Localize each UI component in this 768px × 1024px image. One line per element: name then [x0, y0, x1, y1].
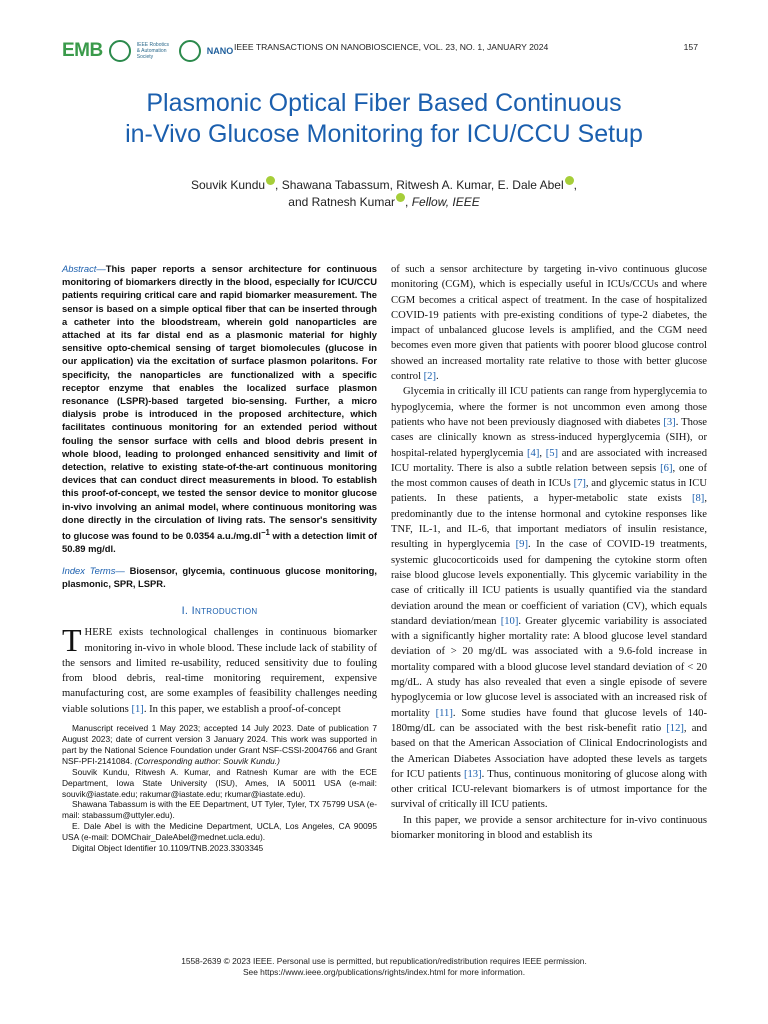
title-line-1: Plasmonic Optical Fiber Based Continuous	[146, 89, 622, 117]
author-list: Souvik Kundu , Shawana Tabassum, Ritwesh A. Kumar, E. Dale Abel , and Ratnesh Kumar , Fellow, IEEE	[190, 178, 577, 209]
nano-logo-text: NANO	[206, 46, 234, 56]
footnote-affiliation: E. Dale Abel is with the Medicine Department, UCLA, Los Angeles, CA 90095 USA (e-mail: DOMChair_DaleAbel@mednet.ucla.edu).	[62, 821, 377, 843]
citation-link[interactable]: [1]	[131, 703, 144, 715]
ras-logo-text: IEEE Robotics & Automation Society	[136, 42, 169, 60]
index-terms-label: Index Terms—	[62, 564, 125, 576]
journal-logos	[62, 36, 233, 66]
citation-link[interactable]: [4]	[527, 447, 540, 459]
body-paragraph: In this paper, we provide a sensor architecture for in-vivo continuous biomarker monitoring in blood and establish its	[391, 814, 707, 841]
body-paragraph: of such a sensor architecture by targeting in-vivo continuous glucose monitoring (CGM), which is especially useful in ICUs/CCUs and where CGM becomes a critical aspect of treatment. In the case of hospitalized COVID-19 patients with pre-existing conditions of type-2 diabetes, the impact of unbalanced glucose levels is amplified, and the CGM need becomes even more given that patients with poorer blood glucose control showed an increased mortality rate relative to those with better glucose control [2].	[391, 264, 707, 383]
citation-link[interactable]: [5]	[545, 447, 559, 459]
citation-link[interactable]: [2]	[423, 371, 437, 383]
ras-logo-icon	[109, 40, 131, 62]
orcid-icon[interactable]	[565, 176, 574, 185]
citation-link[interactable]: [10]	[500, 615, 519, 627]
citation-link[interactable]: [11]	[435, 707, 453, 719]
nano-logo-icon	[179, 40, 201, 62]
copyright-footer	[40, 956, 728, 978]
orcid-icon[interactable]	[266, 176, 275, 185]
citation-link[interactable]: [8]	[691, 493, 705, 505]
page-number: 157	[683, 42, 698, 52]
drop-cap: T	[62, 622, 82, 659]
journal-header: IEEE TRANSACTIONS ON NANOBIOSCIENCE, VOL. 23, NO. 1, JANUARY 2024	[234, 42, 549, 52]
body-paragraph: Glycemia in critically ill ICU patients can range from hyperglycemia to hypoglycemia, where the former is not uncommon even among those patients who have not been previously diagnosed with diabetes [3]. Those cases are clinically known as stress-induced hyperglycemia (SIH), or hospital-related hyperglycemia [4], [5] and are associated with increased ICU mortality. There is also a subtle relation between sepsis [6], one of the most common causes of death in ICUs [7], and glycemic status in ICU patients. In these patients, a hyper-metabolic state exists [8], predominantly due to the intense hormonal and cytokine responses like TNF, IL-1, and IL-6, that important mediators of insulin resistance, resulting in hyperglycemia [9]. In the case of COVID-19 treatments, systemic glucocorticoids used for dampening the cytokine storm often raise blood glucose levels exponentially. This glycemic variability in the case of critically ill ICU patients is usually quantified via the standard deviation around the mean or coefficient of variation (CV), which equals standard deviation/mean [10]. Greater glycemic variability is associated with a significantly higher mortality rate: A blood glucose level standard deviation of > 20 mg/dL was associated with a 9.6-fold increase in mortality compared with a blood glucose level standard deviation of < 20 mg/dL. A study has also revealed that even a single episode of severe hypoglycemia or low glucose level is associated with an increased risk of mortality [11]. Some studies have found that glucose levels of 140-180mg/dL can be associated with the best risk-benefit ratio [12], and based on that the American Association of Clinical Endocrinologists and the American Diabetes Association have adopted these levels as targets for ICU patients [13]. Thus, continuous monitoring of glucose along with other critical ICU-relevant biomarkers is of utmost importance for the survival of critically ill ICU patients.	[391, 386, 708, 811]
footnote-affiliation: Souvik Kundu, Ritwesh A. Kumar, and Ratnesh Kumar are with the ECE Department, Iowa State University (ISU), Ames, IA 50011 USA (e-mail: souvik@iastate.edu; rakumar@iastate.edu; rkumar@iastate.edu).	[62, 766, 377, 799]
citation-link[interactable]: [13]	[463, 768, 482, 780]
footnote-doi: Digital Object Identifier 10.1109/TNB.2023.3303345	[72, 843, 264, 854]
introduction	[62, 622, 377, 717]
paper-title	[40, 88, 728, 150]
section-heading: I. Introduction	[181, 605, 258, 617]
citation-link[interactable]: [12]	[666, 722, 684, 734]
author-5: and Ratnesh Kumar	[288, 195, 396, 209]
author-1: Souvik Kundu	[190, 178, 266, 192]
orcid-icon[interactable]	[396, 193, 405, 202]
abstract-label: Abstract—	[62, 263, 106, 274]
title-line-2: in-Vivo Glucose Monitoring for ICU/CCU Setup	[125, 120, 643, 148]
citation-link[interactable]: [3]	[663, 416, 676, 428]
citation-link[interactable]: [6]	[660, 462, 673, 474]
citation-link[interactable]: [9]	[515, 539, 528, 551]
author-grade: Fellow, IEEE	[411, 195, 480, 209]
footnote-manuscript: Manuscript received 1 May 2023; accepted 14 July 2023. Date of publication 7 August 2023; date of current version 3 January 2024. This work was supported in part by the National Science Foundation under Grant NSF-CSSI-2004766 and Grant NSF-PFI-2141084. (Corresponding author: Souvik Kundu.)	[62, 723, 377, 766]
emb-logo: EMB	[62, 40, 103, 61]
authors-2-4: , Shawana Tabassum, Ritwesh A. Kumar, E. Dale Abel	[275, 178, 564, 192]
left-column	[62, 262, 377, 854]
right-column	[391, 262, 707, 843]
index-terms-text: Biosensor, glycemia, continuous glucose monitoring, plasmonic, SPR, LSPR.	[62, 564, 377, 589]
rights-link-line: See https://www.ieee.org/publications/rights/index.html for more information.	[242, 967, 526, 977]
footnotes	[62, 723, 377, 854]
citation-link[interactable]: [7]	[573, 478, 586, 490]
copyright-line: 1558-2639 © 2023 IEEE. Personal use is permitted, but republication/redistribution requires IEEE permission.	[181, 956, 587, 966]
footnote-affiliation: Shawana Tabassum is with the EE Department, UT Tyler, Tyler, TX 75799 USA (e-mail: stabassum@uttyler.edu).	[62, 799, 377, 821]
abstract: Abstract—This paper reports a sensor architecture for continuous monitoring of biomarkers directly in the blood, especially for ICU/CCU patients requiring critical care and rapid biomarker measurement. The sensor is based on a simple optical fiber that can be inserted through a catheter into the bloodstream, wherein gold nanoparticles are attached at its far distal end as a plasmonic material for highly sensitive opto-chemical sensing of target biomolecules (glucose in our application) via the excitation of surface plasmon polaritons. For specificity, the nanoparticles are functionalized with a specific receptor enzyme that enables the localized surface plasmon resonance (LSPR)-based targeted bio-sensing. Further, a micro dialysis probe is introduced in the proposed architecture, which facilitates continuous monitoring for an extended period without fouling the sensor surface with cells and blood debris present in whole blood, leading to prolonged enhanced sensitivity and limit of detection, relative to existing state-of-the-art continuous monitoring devices that can conduct direct measurements in blood. To establish this proof-of-concept, we tested the sensor device to monitor glucose in-vivo involving an animal model, where continuous monitoring was done directly in the circulation of living rats. The sensor's sensitivity to glucose was found to be 0.0354 $a.u./mg.dl^{-1}$ with a detection limit of 50.89 mg/dl.	[62, 263, 377, 555]
intro-paragraph: THERE exists technological challenges in continuous biomarker monitoring in-vivo in whole blood. These include lack of stability of the sensors and limited re-usability, reduced sensitivity due to fouling from blood debris, real-time monitoring requirement, expensive manufacturing cost, are some examples of feasibility challenges needing viable solutions [1]. In this paper, we establish a proof-of-concept	[62, 622, 377, 715]
abstract-text: This paper reports a sensor architecture for continuous monitoring of biomarkers directly in the blood, especially for ICU/CCU patients requiring critical care and rapid biomarker measurement. The sensor is based on a simple optical fiber that can be inserted through a catheter into the bloodstream, wherein gold nanoparticles are attached at its far distal end as a plasmonic material for highly sensitive opto-chemical sensing of target biomolecules (glucose in our application) via the excitation of surface plasmon polaritons. For specificity, the nanoparticles are functionalized with a specific receptor enzyme that enables the localized surface plasmon resonance (LSPR)-based targeted bio-sensing. Further, a micro dialysis probe is introduced in the proposed architecture, which facilitates continuous monitoring for an extended period without fouling the sensor surface with cells and blood debris present in whole blood, leading to prolonged enhanced sensitivity and limit of detection, relative to existing state-of-the-art continuous monitoring devices that can conduct direct measurements in blood. To establish this proof-of-concept, we tested the sensor device to monitor glucose in-vivo involving an animal model, where continuous monitoring was done directly in the circulation of living rats. The sensor's sensitivity to glucose was found to be 0.0354 a.u./mg.dl	[62, 263, 377, 542]
index-terms	[62, 564, 377, 590]
